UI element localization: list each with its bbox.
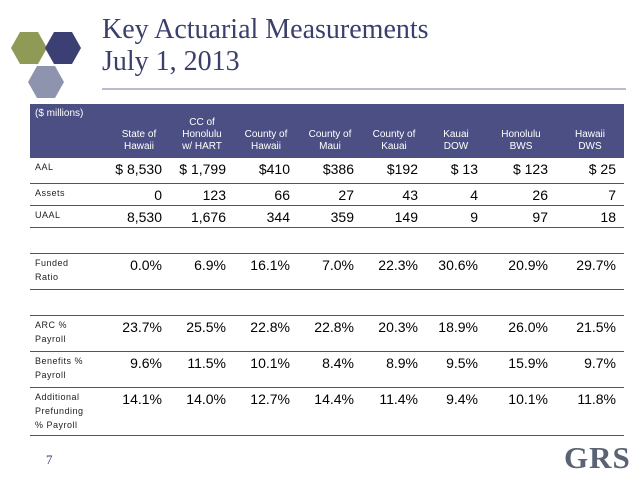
table-cell: 30.6% [426,254,486,290]
title-divider [102,88,626,90]
table-row [30,254,624,290]
table-cell [426,290,486,316]
column-header: CC of Honolulu w/ HART [170,104,234,158]
table-cell: 8.4% [298,352,362,388]
table-cell: 29.7% [556,254,624,290]
table-cell [234,290,298,316]
row-label: Benefits % Payroll [30,352,108,388]
table-cell [170,228,234,254]
table-cell: 23.7% [108,316,170,352]
table-row [30,184,624,206]
table-cell: 22.8% [234,316,298,352]
table-cell: 14.0% [170,388,234,436]
table-row [30,158,624,184]
table-cell: 149 [362,206,426,228]
row-label: ARC % Payroll [30,316,108,352]
table-cell: 21.5% [556,316,624,352]
table-cell: $ 1,799 [170,158,234,184]
column-header: Honolulu BWS [486,104,556,158]
row-label: Funded Ratio [30,254,108,290]
table-cell: 18 [556,206,624,228]
table-cell: 12.7% [234,388,298,436]
table-cell: 6.9% [170,254,234,290]
decorative-hexagons [0,26,100,116]
table-cell [362,228,426,254]
table-cell: 7.0% [298,254,362,290]
column-header: County of Hawaii [234,104,298,158]
table-cell: 22.8% [298,316,362,352]
table-cell: 16.1% [234,254,298,290]
table-cell [298,290,362,316]
table-cell: 10.1% [486,388,556,436]
column-header: County of Kauai [362,104,426,158]
row-label [30,290,108,316]
table-row [30,316,624,352]
table-cell: 11.5% [170,352,234,388]
page-title [102,14,622,78]
row-label: UAAL [30,206,108,228]
table-cell: 9 [426,206,486,228]
table-cell: $ 13 [426,158,486,184]
table-cell: 11.8% [556,388,624,436]
column-header: State of Hawaii [108,104,170,158]
row-label: AAL [30,158,108,184]
table-cell: 22.3% [362,254,426,290]
table-cell: $ 25 [556,158,624,184]
actuarial-table [30,104,624,436]
table-cell: 8.9% [362,352,426,388]
unit-label: ($ millions) [30,104,108,158]
olive-hexagon [11,32,47,64]
row-label: Assets [30,184,108,206]
column-header: County of Maui [298,104,362,158]
page-number: 7 [46,452,53,467]
grs-logo: GRS [564,440,631,475]
table-cell: 4 [426,184,486,206]
table-row [30,228,624,254]
table-cell [426,228,486,254]
table-cell: 27 [298,184,362,206]
table-cell: 20.9% [486,254,556,290]
table-cell [556,290,624,316]
navy-hexagon [45,32,81,64]
table-cell: 9.5% [426,352,486,388]
table-cell: 14.4% [298,388,362,436]
table-cell [108,290,170,316]
column-header: Hawaii DWS [556,104,624,158]
table-cell: 14.1% [108,388,170,436]
table-row [30,206,624,228]
table-cell [298,228,362,254]
table-cell: 359 [298,206,362,228]
table-cell: 43 [362,184,426,206]
table-row [30,388,624,436]
slate-hexagon [28,66,64,98]
table-cell: 123 [170,184,234,206]
table-cell [556,228,624,254]
table-header-row [30,104,624,158]
table-cell: $386 [298,158,362,184]
table-cell: 15.9% [486,352,556,388]
column-header: Kauai DOW [426,104,486,158]
table-cell: $410 [234,158,298,184]
table-cell: 18.9% [426,316,486,352]
table-cell [486,290,556,316]
table-cell: 97 [486,206,556,228]
table-cell: $ 8,530 [108,158,170,184]
table-cell: $192 [362,158,426,184]
table-cell [234,228,298,254]
table-cell: $ 123 [486,158,556,184]
table-cell: 25.5% [170,316,234,352]
table-cell: 9.4% [426,388,486,436]
table-cell: 0.0% [108,254,170,290]
row-label [30,228,108,254]
table-cell [362,290,426,316]
table-cell: 11.4% [362,388,426,436]
table-cell: 1,676 [170,206,234,228]
table-cell: 344 [234,206,298,228]
table-cell: 8,530 [108,206,170,228]
title-line-2: July 1, 2013 [102,46,240,77]
table-cell: 9.6% [108,352,170,388]
table-cell [170,290,234,316]
table-cell: 26.0% [486,316,556,352]
table-cell [486,228,556,254]
table-cell: 9.7% [556,352,624,388]
table-cell: 20.3% [362,316,426,352]
table-cell: 10.1% [234,352,298,388]
table-cell [108,228,170,254]
table-cell: 7 [556,184,624,206]
row-label: Additional Prefunding % Payroll [30,388,108,436]
table-cell: 0 [108,184,170,206]
table-cell: 26 [486,184,556,206]
table-row [30,290,624,316]
table-cell: 66 [234,184,298,206]
title-line-1: Key Actuarial Measurements [102,14,429,45]
table-row [30,352,624,388]
